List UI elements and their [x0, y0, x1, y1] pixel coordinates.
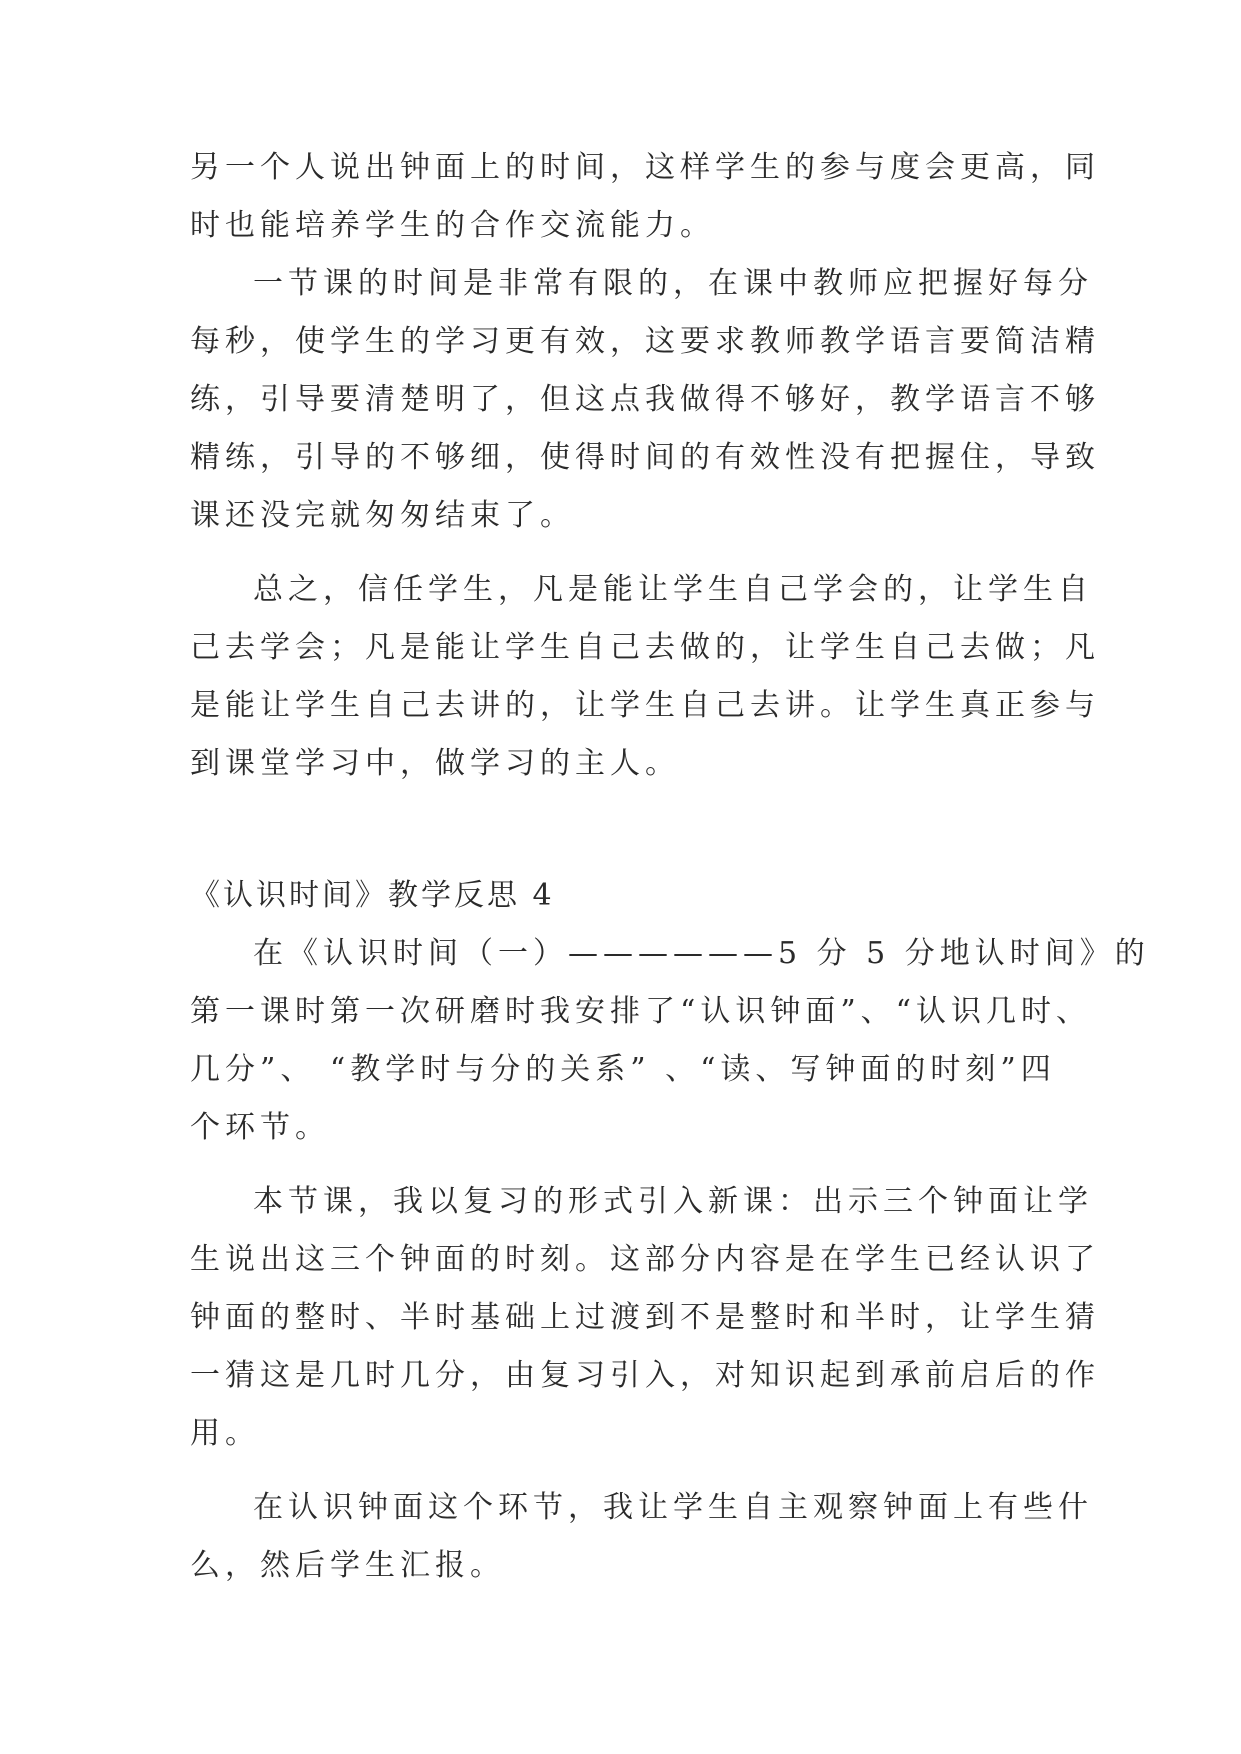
paragraph-line: 钟面的整时、半时基础上过渡到不是整时和半时，让学生猜	[190, 1300, 1100, 1335]
paragraph-line: 在《认识时间（一）——————5 分 5 分地认时间》的	[253, 936, 1150, 971]
paragraph-line: 课还没完就匆匆结束了。	[190, 498, 575, 533]
paragraph-line: 一节课的时间是非常有限的，在课中教师应把握好每分	[253, 266, 1093, 301]
paragraph-line: 另一个人说出钟面上的时间，这样学生的参与度会更高，同	[190, 150, 1100, 185]
paragraph-line: 本节课，我以复习的形式引入新课：出示三个钟面让学	[253, 1184, 1093, 1219]
paragraph-line: 到课堂学习中，做学习的主人。	[190, 746, 680, 781]
paragraph-line: 生说出这三个钟面的时刻。这部分内容是在学生已经认识了	[190, 1242, 1100, 1277]
paragraph-line: 么，然后学生汇报。	[190, 1548, 505, 1583]
section-heading: 《认识时间》教学反思 4	[190, 878, 555, 913]
paragraph-line: 第一课时第一次研磨时我安排了“认识钟面”、“认识几时、	[190, 994, 1092, 1029]
paragraph-line: 时也能培养学生的合作交流能力。	[190, 208, 715, 243]
paragraph-line: 每秒，使学生的学习更有效，这要求教师教学语言要简洁精	[190, 324, 1100, 359]
paragraph-line: 是能让学生自己去讲的，让学生自己去讲。让学生真正参与	[190, 688, 1100, 723]
paragraph-line: 总之，信任学生，凡是能让学生自己学会的，让学生自	[253, 572, 1093, 607]
paragraph-line: 精练，引导的不够细，使得时间的有效性没有把握住，导致	[190, 440, 1100, 475]
paragraph-line: 练，引导要清楚明了，但这点我做得不够好，教学语言不够	[190, 382, 1100, 417]
paragraph-line: 一猜这是几时几分，由复习引入，对知识起到承前启后的作	[190, 1358, 1100, 1393]
paragraph-line: 个环节。	[190, 1110, 330, 1145]
paragraph-line: 己去学会；凡是能让学生自己去做的，让学生自己去做；凡	[190, 630, 1100, 665]
paragraph-line: 用。	[190, 1416, 260, 1451]
paragraph-line: 几分”、 “教学时与分的关系” 、“读、写钟面的时刻”四	[190, 1052, 1056, 1087]
paragraph-line: 在认识钟面这个环节，我让学生自主观察钟面上有些什	[253, 1490, 1093, 1525]
